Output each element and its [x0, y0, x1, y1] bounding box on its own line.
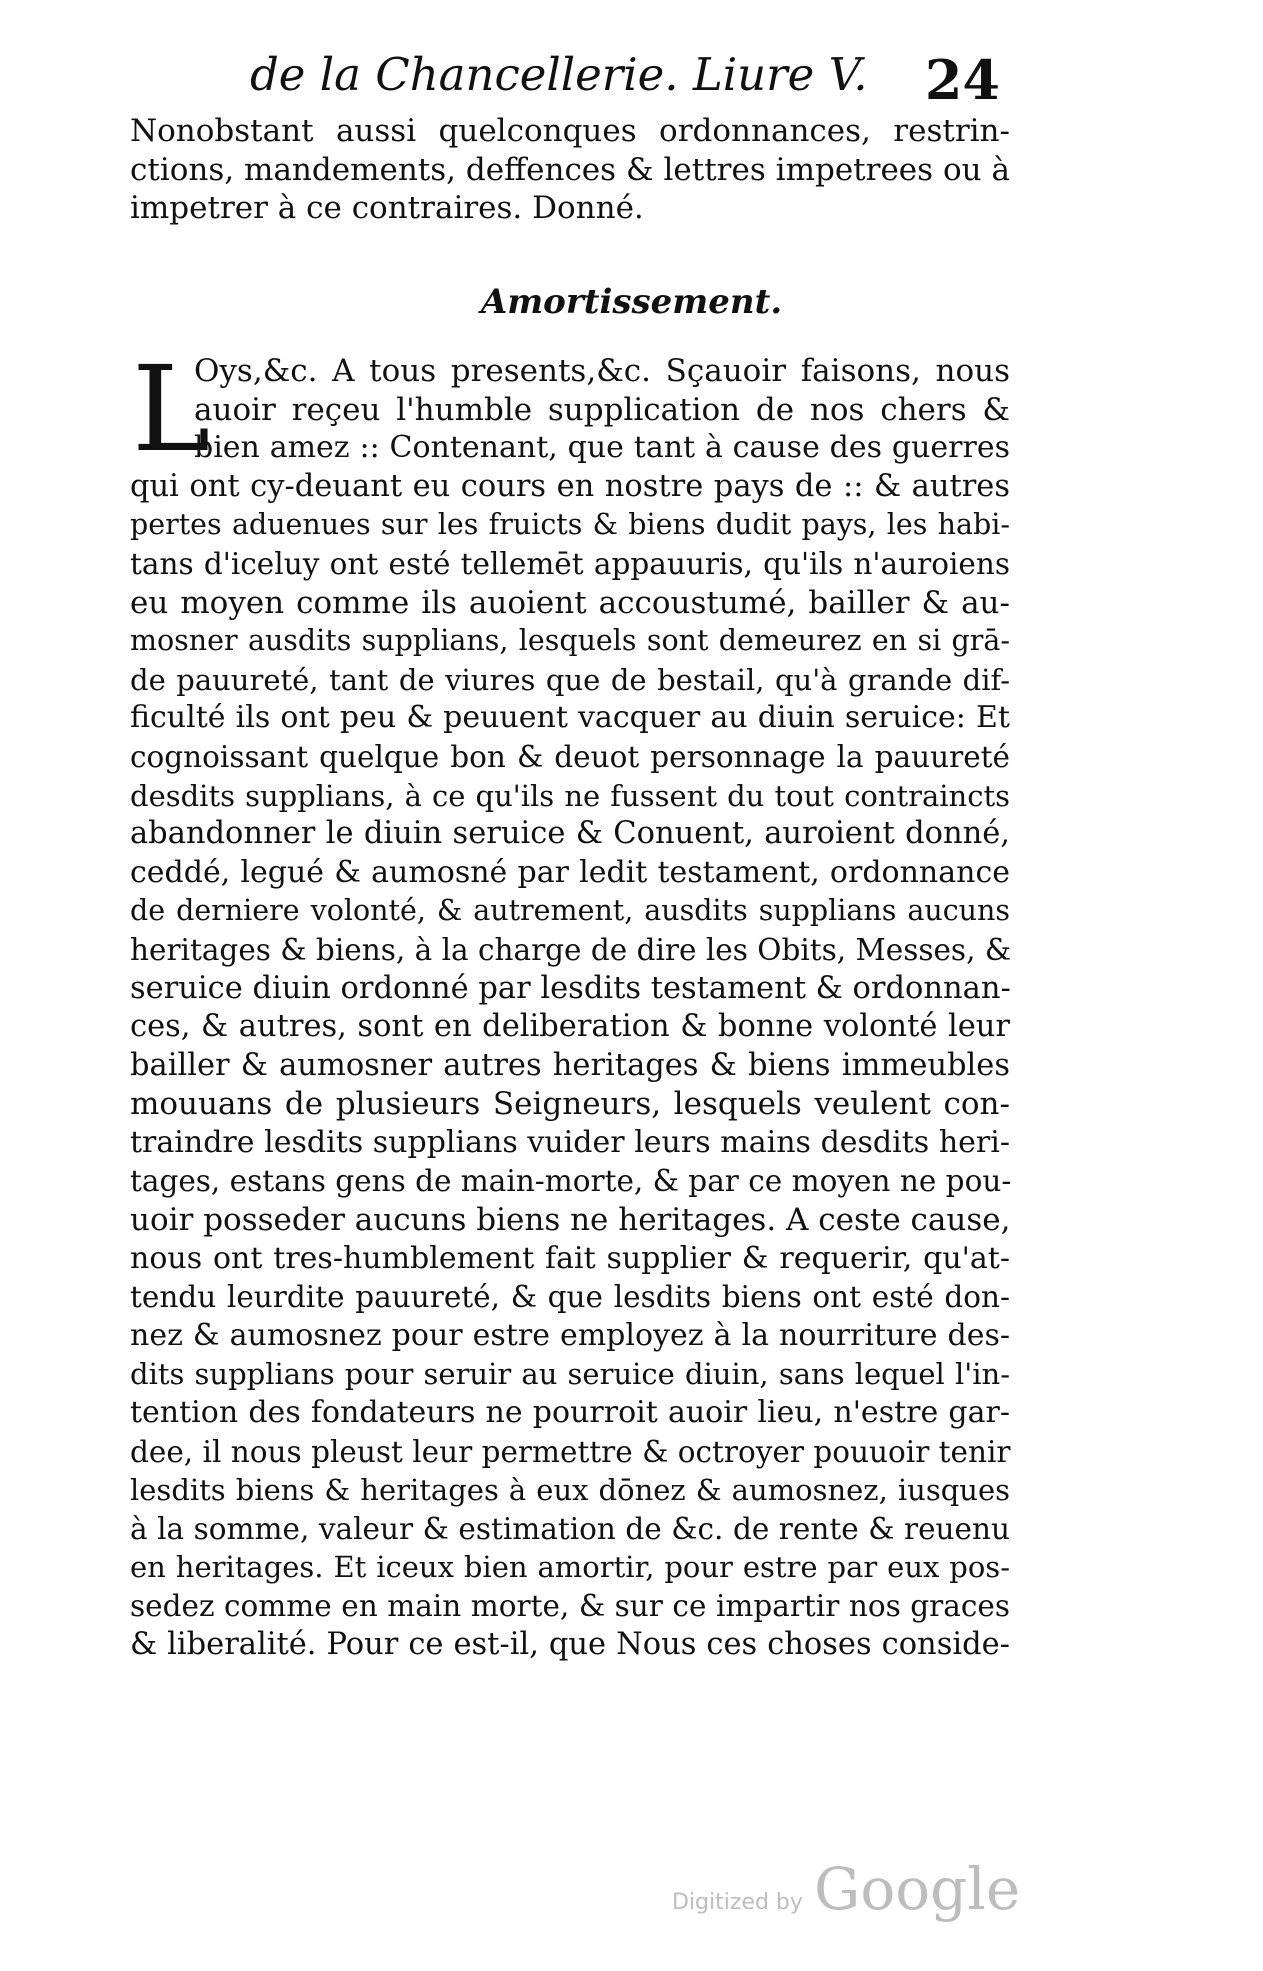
text-line: cognoissant quelque bon & deuot personnage la pauureté — [130, 739, 1010, 774]
text-line: nez & aumosnez pour estre employez à la nourriture des- — [130, 1317, 1010, 1353]
body-paragraph — [130, 340, 1012, 1664]
text-line: ces, & autres, sont en deliberation & bonne volonté leur — [130, 1009, 1010, 1045]
text-line: desdits supplians, à ce qu'ils ne fussent du tout contraincts — [130, 778, 1010, 813]
text-line: tention des fondateurs ne pourroit auoir lieu, n'estre gar- — [130, 1395, 1010, 1431]
text-line: auoir reçeu l'humble supplication de nos chers & — [194, 391, 1010, 428]
text-line: traindre lesdits supplians vuider leurs mains desdits heri- — [130, 1124, 1010, 1160]
text-line: ctions, mandements, deffences & lettres impetrees ou à — [130, 151, 1010, 188]
text-line: mosner ausdits supplians, lesquels sont demeurez en si grā- — [130, 624, 1010, 658]
text-line: dits supplians pour seruir au seruice diuin, sans lequel l'in- — [130, 1357, 1010, 1392]
text-line: & liberalité. Pour ce est-il, que Nous ces choses conside- — [130, 1626, 1010, 1662]
watermark-logo: Google — [814, 1855, 1021, 1923]
text-line: dee, il nous pleust leur permettre & octroyer pouuoir tenir — [130, 1434, 1011, 1469]
text-line: nous ont tres-humblement fait supplier & requerir, qu'at- — [130, 1240, 1010, 1276]
text-line: tages, estans gens de main-morte, & par ce moyen ne pou- — [130, 1164, 1012, 1199]
drop-capital: L — [132, 340, 211, 478]
text-line: eu moyen comme ils auoient accoustumé, bailler & au- — [130, 584, 1010, 621]
page-number: 24 — [924, 48, 1000, 112]
text-line: de pauureté, tant de viures que de bestail, qu'à grande dif- — [130, 662, 1010, 697]
text-line: de derniere volonté, & autrement, ausdits supplians aucuns — [130, 894, 1010, 928]
text-line: lesdits biens & heritages à eux dōnez & aumosnez, iusques — [130, 1473, 1010, 1508]
text-line: pertes aduenues sur les fruicts & biens dudit pays, les habi- — [130, 508, 1010, 542]
text-line: bien amez :: Contenant, que tant à cause des guerres — [194, 430, 1010, 466]
text-line: en heritages. Et iceux bien amortir, pour estre par eux pos- — [130, 1550, 1010, 1585]
text-line: mouuans de plusieurs Seigneurs, lesquels veulent con- — [130, 1086, 1010, 1123]
text-line: sedez comme en main morte, & sur ce impartir nos graces — [130, 1589, 1010, 1623]
text-line: à la somme, valeur & estimation de &c. de rente & reuenu — [130, 1511, 1010, 1546]
text-line: heritages & biens, à la charge de dire les Obits, Messes, & — [130, 932, 1012, 967]
running-head-title: de la Chancellerie. Liure V. — [250, 48, 868, 101]
closing-paragraph — [130, 112, 1010, 228]
text-line: impetrer à ce contraires. Donné. — [130, 190, 644, 227]
text-line: uoir posseder aucuns biens ne heritages. A ceste cause, — [130, 1202, 1011, 1239]
text-line: Nonobstant aussi quelconques ordonnances, restrin- — [130, 113, 1010, 149]
text-line: ceddé, legué & aumosné par ledit testament, ordonnance — [130, 854, 1010, 890]
digitized-watermark — [672, 1855, 1032, 1925]
section-heading: Amortissement. — [480, 282, 783, 322]
text-line: ficulté ils ont peu & peuuent vacquer au diuin seruice: Et — [130, 700, 1010, 736]
text-line: bailler & aumosner autres heritages & biens immeubles — [130, 1047, 1010, 1083]
text-line: Oys,&c. A tous presents,&c. Sçauoir faisons, nous — [194, 353, 1010, 389]
text-line: seruice diuin ordonné par lesdits testament & ordonnan- — [130, 970, 1011, 1006]
text-line: tans d'iceluy ont esté tellemēt appauuris, qu'ils n'auroiens — [130, 546, 1010, 581]
watermark-prefix: Digitized by — [672, 1890, 803, 1915]
text-line: qui ont cy-deuant eu cours en nostre pays de :: & autres — [130, 468, 1010, 504]
running-head — [250, 48, 1030, 118]
text-line: tendu leurdite pauureté, & que lesdits biens ont esté don- — [130, 1280, 1010, 1315]
text-line: abandonner le diuin seruice & Conuent, auroient donné, — [130, 816, 1010, 852]
